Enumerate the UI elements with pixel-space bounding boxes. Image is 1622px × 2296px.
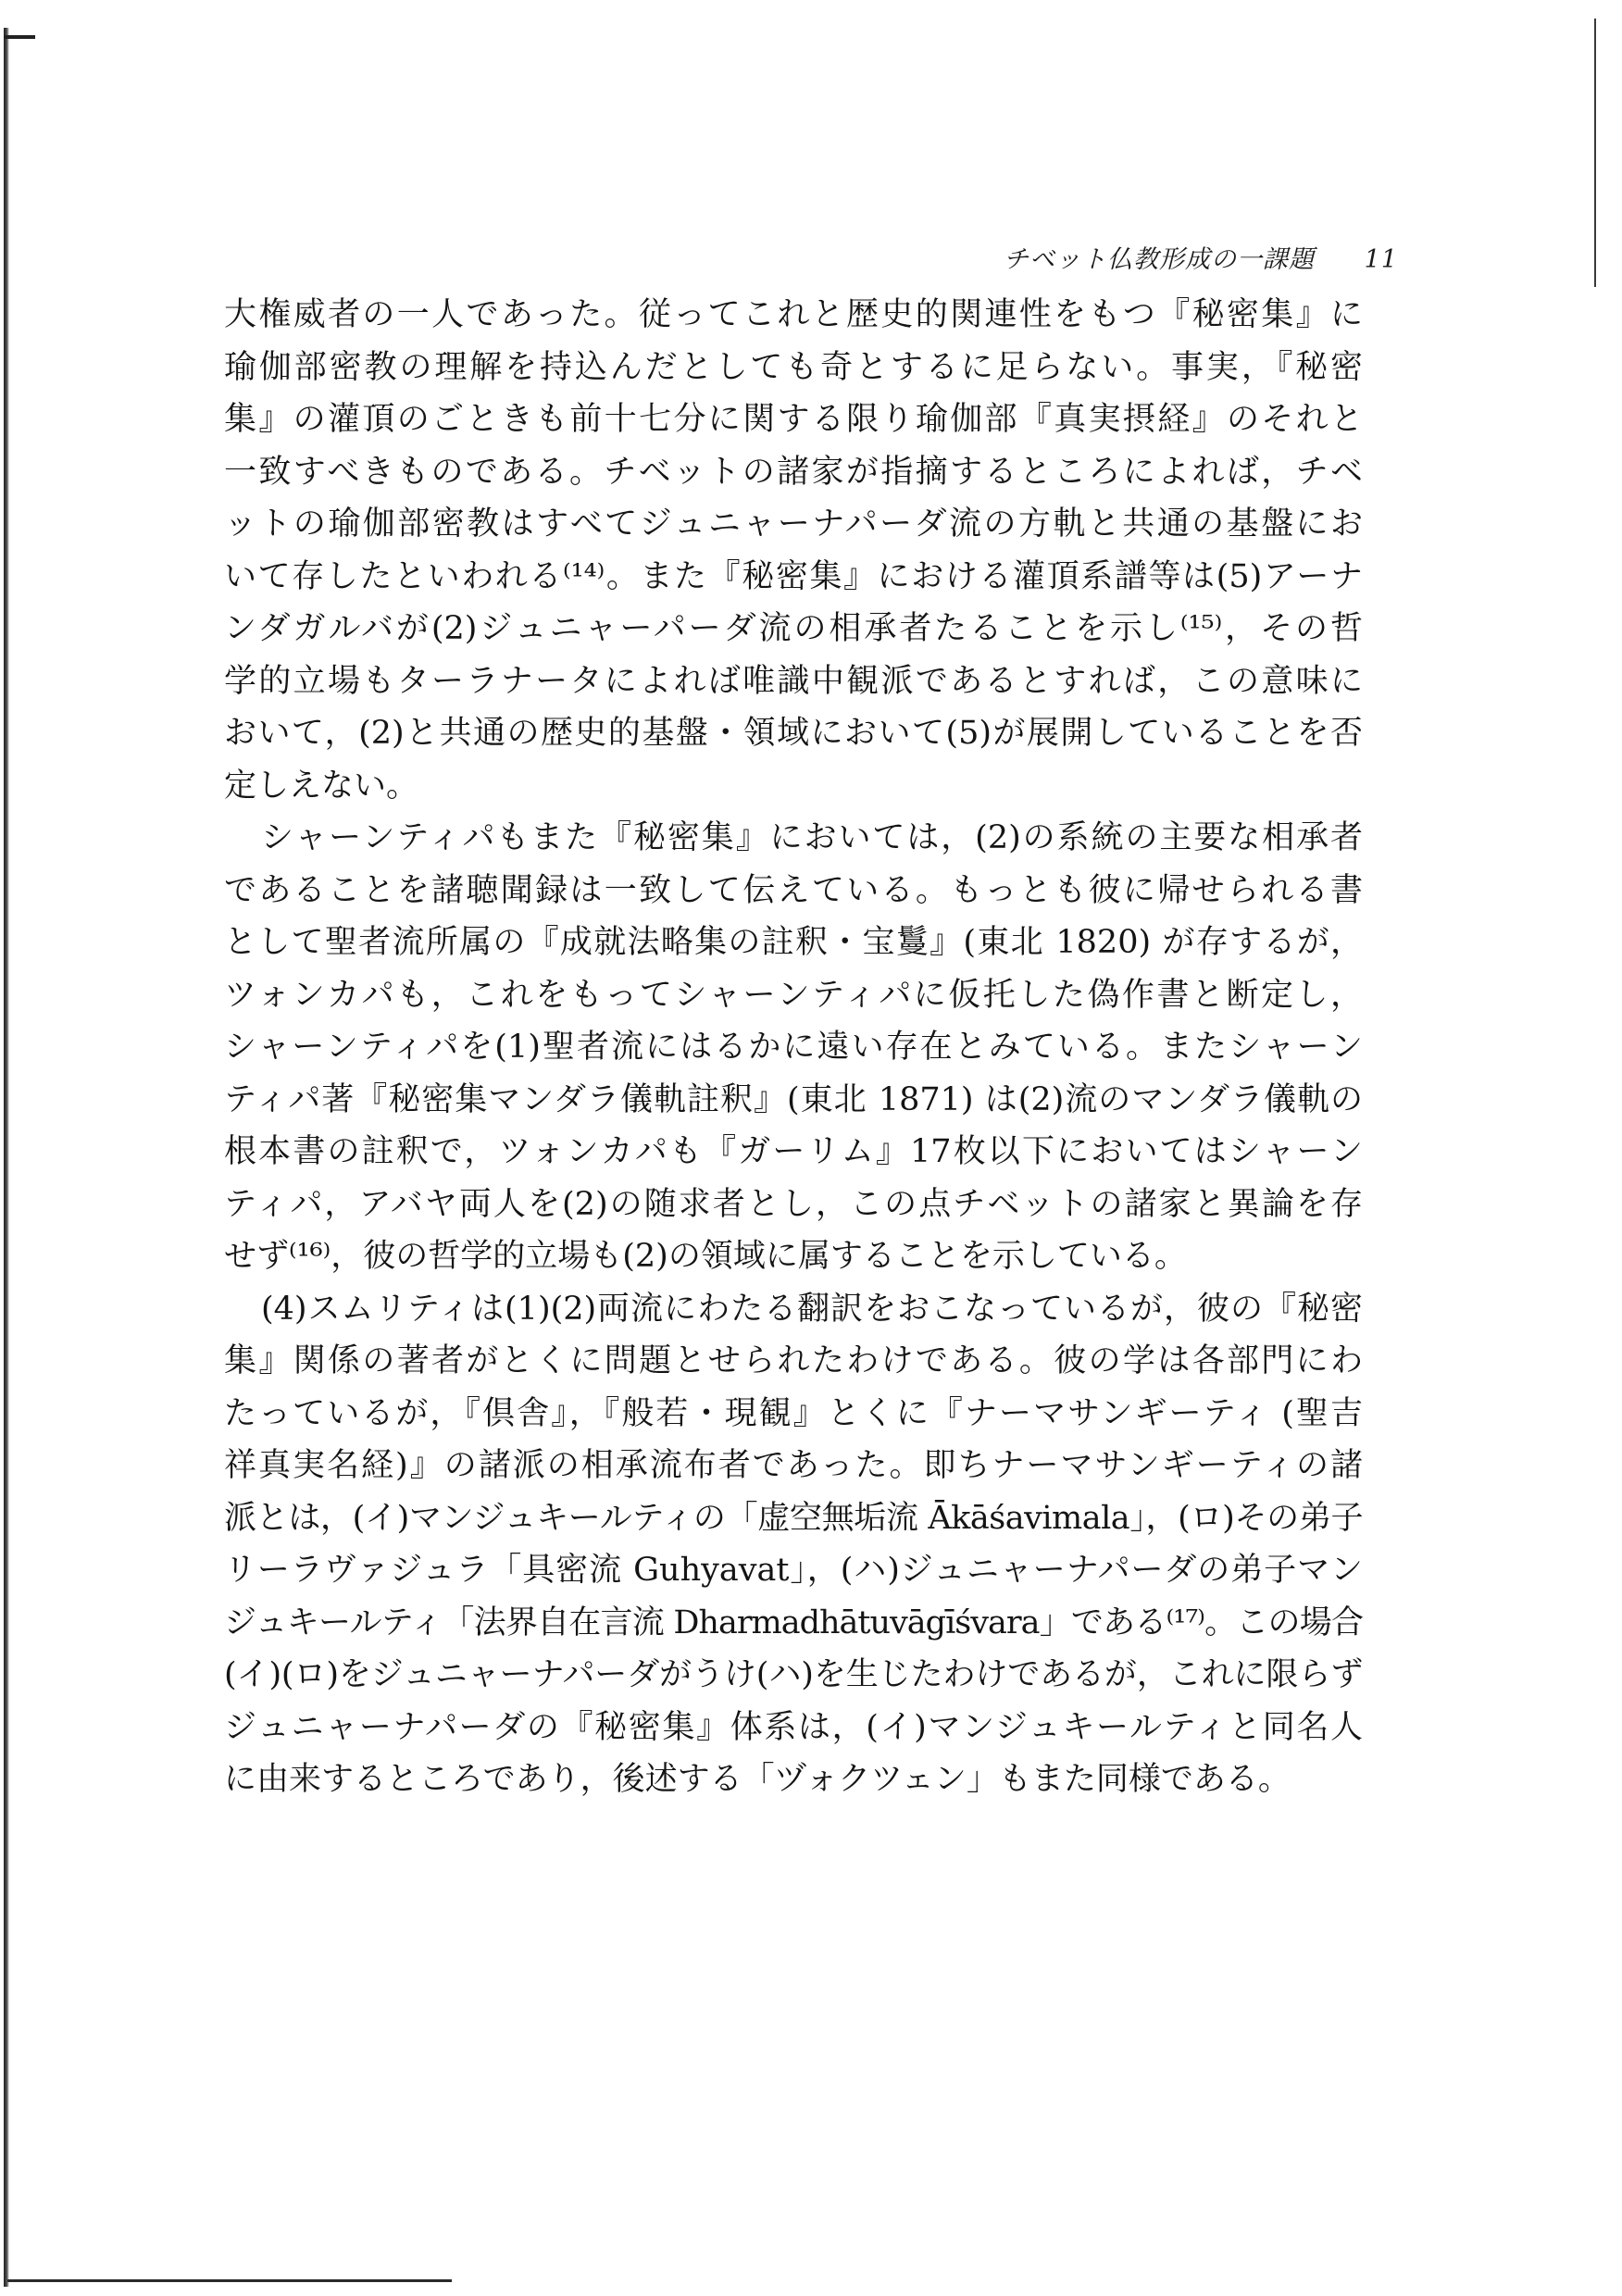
text-line: いて存したといわれる⁽¹⁴⁾。また『秘密集』における灌頂系譜等は(5)アーナ	[224, 557, 1363, 595]
text-line: として聖者流所属の『成就法略集の註釈・宝鬘』(東北 1820) が存するが，	[224, 924, 1363, 961]
text-line: おいて，(2)と共通の歴史的基盤・領域において(5)が展開していることを否	[224, 715, 1363, 752]
text-line: 学的立場もターラナータによれば唯識中観派であるとすれば，この意味に	[224, 662, 1363, 700]
page-number: 11	[1364, 245, 1398, 274]
text-line: 定しえない。	[224, 767, 419, 805]
text-line: 一致すべきものである。チベットの諸家が指摘するところによれば，チベ	[224, 453, 1363, 491]
text-line: ティパ，アバヤ両人を(2)の随求者とし，この点チベットの諸家と異論を存	[224, 1185, 1363, 1223]
scan-right-edge	[1594, 19, 1596, 287]
text-line: (4)スムリティは(1)(2)両流にわたる翻訳をおこなっているが，彼の『秘密	[261, 1290, 1363, 1328]
text-line: ジュニャーナパーダの『秘密集』体系は，(イ)マンジュキールティと同名人	[224, 1708, 1364, 1746]
text-line: せず⁽¹⁶⁾，彼の哲学的立場も(2)の領域に属することを示している。	[224, 1238, 1187, 1275]
text-line: 根本書の註釈で，ツォンカパも『ガーリム』17枚以下においてはシャーン	[224, 1133, 1363, 1170]
scan-binding-edge	[4, 28, 9, 2287]
scan-bottom-edge	[7, 2279, 452, 2282]
text-line: (イ)(ロ)をジュニャーナパーダがうけ(ハ)を生じたわけであるが，これに限らず	[224, 1656, 1363, 1693]
text-line: であることを諸聴聞録は一致して伝えている。もっとも彼に帰せられる書	[224, 871, 1363, 909]
text-line: ティパ著『秘密集マンダラ儀軌註釈』(東北 1871) は(2)流のマンダラ儀軌の	[224, 1080, 1363, 1118]
running-header	[1004, 239, 1398, 275]
text-line: 派とは，(イ)マンジュキールティの「虚空無垢流 Ākāśavimala」，(ロ)その弟子	[224, 1499, 1363, 1537]
running-header-title: チベット仏教形成の一課題	[1004, 245, 1316, 274]
text-line: 大権威者の一人であった。従ってこれと歴史的関連性をもつ『秘密集』に	[224, 296, 1363, 333]
text-line: に由来するところであり，後述する「ヅォクツェン」もまた同様である。	[224, 1761, 1291, 1798]
paragraph	[224, 289, 1363, 812]
text-line: ツォンカパも，これをもってシャーンティパに仮托した偽作書と断定し，	[224, 976, 1363, 1014]
text-line: 集』の灌頂のごときも前十七分に関する限り瑜伽部『真実摂経』のそれと	[224, 401, 1363, 438]
text-line: ンダガルバが(2)ジュニャーパーダ流の相承者たることを示し⁽¹⁵⁾，その哲	[224, 610, 1363, 647]
text-line: シャーンティパを(1)聖者流にはるかに遠い存在とみている。またシャーン	[224, 1029, 1363, 1066]
text-line: 瑜伽部密教の理解を持込んだとしても奇とするに足らない。事実，『秘密	[224, 348, 1363, 386]
text-line: シャーンティパもまた『秘密集』においては，(2)の系統の主要な相承者	[261, 819, 1363, 856]
text-line: 集』関係の著者がとくに問題とせられたわけである。彼の学は各部門にわ	[224, 1342, 1363, 1379]
scan-corner-mark	[4, 35, 35, 39]
paragraph	[224, 1283, 1363, 1806]
text-line: ジュキールティ「法界自在言流 Dharmadhātuvāgīśvara」である⁽¹⁷⁾。この場合	[224, 1603, 1363, 1641]
text-line: ットの瑜伽部密教はすべてジュニャーナパーダ流の方軌と共通の基盤にお	[224, 505, 1363, 543]
text-line: 祥真実名経)』の諸派の相承流布者であった。即ちナーマサンギーティの諸	[224, 1447, 1363, 1484]
body-text	[224, 289, 1363, 1806]
text-line: リーラヴァジュラ「具密流 Guhyavat」，(ハ)ジュニャーナパーダの弟子マン	[224, 1552, 1363, 1589]
text-line: たっているが，『倶舎』，『般若・現観』とくに『ナーマサンギーティ (聖吉	[224, 1394, 1363, 1432]
paragraph	[224, 812, 1363, 1283]
